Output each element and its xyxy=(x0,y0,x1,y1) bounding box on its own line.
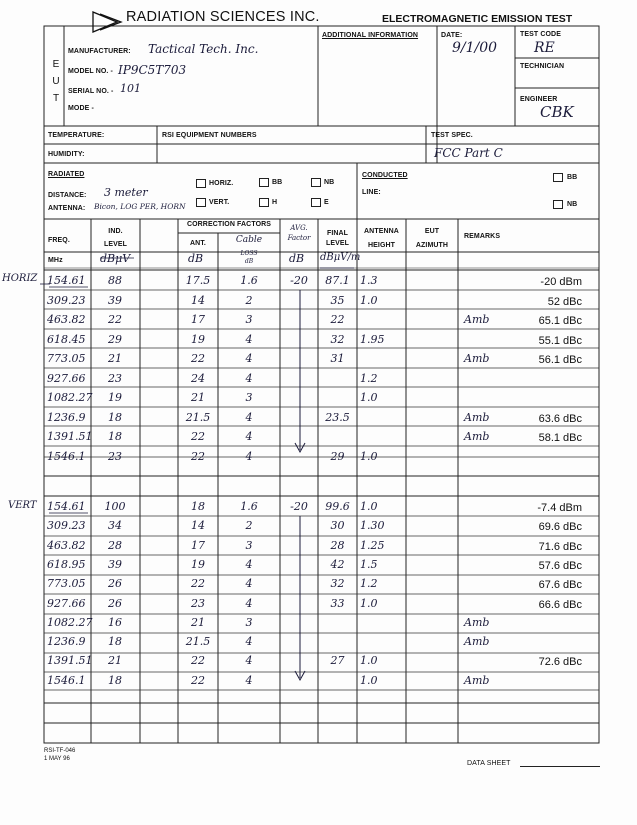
vert-cell-note: 67.6 dBc xyxy=(538,579,582,592)
vert-cell-lvl: 28 xyxy=(108,538,122,552)
col-eut-azimuth: EUT AZIMUTH xyxy=(415,228,449,249)
bb-option-label: BB xyxy=(272,179,283,186)
vert-cell-cab: 1.6 xyxy=(240,500,258,513)
col-final-level: FINAL LEVEL xyxy=(325,230,350,247)
vert-cell-freq: 773.05 xyxy=(47,577,86,591)
horiz-cell-lvl: 19 xyxy=(108,391,122,404)
horiz-section-label: HORIZ xyxy=(2,273,38,284)
horiz-cell-ant: 19 xyxy=(191,332,205,346)
horiz-cell-rmk: Amb xyxy=(464,352,490,365)
horiz-cell-lvl: 22 xyxy=(108,313,122,326)
vert-cell-rmk: Amb xyxy=(464,615,490,629)
col-correction-factors: CORRECTION FACTORS xyxy=(186,221,272,228)
distance-label: DISTANCE: xyxy=(48,192,87,199)
vert-cell-lvl: 26 xyxy=(108,596,122,610)
distance-value: 3 meter xyxy=(104,186,148,199)
horiz-cell-ant: 22 xyxy=(191,449,205,463)
horiz-cell-lvl: 39 xyxy=(108,293,122,307)
vert-cell-ant: 14 xyxy=(191,519,205,533)
horiz-cell-note: 65.1 dBc xyxy=(538,315,582,327)
vert-cell-cab: 4 xyxy=(245,673,253,687)
horiz-cell-cab: 3 xyxy=(245,313,253,326)
vert-cell-freq: 1391.51 xyxy=(47,654,93,668)
vert-cell-cab: 4 xyxy=(245,596,253,610)
unit-level: dBμV xyxy=(100,252,131,265)
vert-cell-freq: 309.23 xyxy=(47,519,86,533)
vert-cell-cab: 4 xyxy=(245,577,253,591)
vert-cell-ant: 23 xyxy=(191,596,205,610)
vert-cell-ht: 1.0 xyxy=(360,596,378,610)
vert-cell-avg: -20 xyxy=(290,500,308,513)
vert-cell-note: 57.6 dBc xyxy=(538,559,582,572)
vert-cell-lvl: 18 xyxy=(108,635,122,649)
horiz-option-label: HORIZ. xyxy=(209,180,234,187)
date-value: 9/1/00 xyxy=(452,40,498,56)
vert-cell-note: 66.6 dBc xyxy=(538,598,582,611)
horiz-cell-cab: 4 xyxy=(245,332,253,346)
conducted-nb-checkbox[interactable] xyxy=(553,200,563,209)
vert-cell-ant: 21 xyxy=(191,615,205,629)
vert-cell-fin: 27 xyxy=(330,654,345,668)
horiz-cell-cab: 4 xyxy=(245,449,253,463)
vert-cell-fin: 28 xyxy=(330,538,345,552)
horiz-cell-note: -20 dBm xyxy=(540,276,582,288)
vert-cell-ant: 21.5 xyxy=(185,635,211,649)
serial-label: SERIAL NO. - xyxy=(68,88,114,95)
horiz-cell-cab: 3 xyxy=(245,391,253,404)
col-antenna-height: ANTENNA HEIGHT xyxy=(364,228,399,249)
vert-cell-ht: 1.0 xyxy=(360,673,378,687)
horiz-cell-rmk: Amb xyxy=(464,430,490,443)
vert-cell-ant: 17 xyxy=(191,538,205,552)
vert-cell-lvl: 100 xyxy=(104,500,126,513)
vert-cell-freq: 618.95 xyxy=(47,557,86,571)
horiz-cell-ant: 21.5 xyxy=(185,410,211,424)
horiz-cell-lvl: 18 xyxy=(108,410,122,424)
horiz-cell-note: 63.6 dBc xyxy=(538,412,582,425)
horiz-cell-lvl: 23 xyxy=(108,449,122,463)
horiz-cell-lvl: 21 xyxy=(108,352,122,365)
unit-avg: dB xyxy=(289,252,305,265)
horiz-cell-ant: 24 xyxy=(191,371,205,385)
col-cable: Cable xyxy=(235,235,263,245)
horiz-cell-lvl: 23 xyxy=(108,371,122,385)
horiz-cell-freq: 618.45 xyxy=(47,332,86,346)
vert-cell-cab: 4 xyxy=(245,557,253,571)
vert-cell-lvl: 34 xyxy=(108,519,122,533)
eut-side-label: E U T xyxy=(52,59,60,104)
vert-cell-ht: 1.25 xyxy=(360,538,385,552)
vert-cell-ant: 22 xyxy=(191,673,205,687)
vert-cell-freq: 1236.9 xyxy=(47,635,86,649)
vert-cell-freq: 154.61 xyxy=(47,500,86,513)
vert-cell-ht: 1.30 xyxy=(360,519,385,533)
horiz-cell-ant: 17.5 xyxy=(185,274,211,287)
horiz-cell-cab: 4 xyxy=(245,430,253,443)
horiz-cell-freq: 1391.51 xyxy=(47,430,93,443)
horiz-cell-ht: 1.0 xyxy=(360,293,378,307)
horiz-cell-fin: 31 xyxy=(330,352,345,365)
vert-cell-note: 72.6 dBc xyxy=(538,656,582,669)
vert-cell-lvl: 21 xyxy=(108,654,122,668)
humidity-label: HUMIDITY: xyxy=(48,151,85,158)
horiz-cell-fin: 29 xyxy=(330,449,345,463)
test-code-value: RE xyxy=(534,40,555,56)
vert-cell-fin: 33 xyxy=(330,596,345,610)
vert-option-label: VERT. xyxy=(209,199,230,206)
horiz-cell-freq: 1082.27 xyxy=(47,391,93,404)
mode-label: MODE - xyxy=(68,105,94,112)
model-label: MODEL NO. - xyxy=(68,68,113,75)
engineer-value: CBK xyxy=(540,103,574,121)
vert-cell-lvl: 16 xyxy=(108,615,122,629)
horiz-cell-freq: 463.82 xyxy=(47,313,86,326)
horiz-cell-lvl: 18 xyxy=(108,430,122,443)
horiz-cell-ant: 22 xyxy=(191,352,205,365)
unit-freq: MHz xyxy=(48,257,63,264)
conducted-bb-label: BB xyxy=(567,174,578,181)
vert-cell-ant: 22 xyxy=(191,654,205,668)
vert-cell-freq: 463.82 xyxy=(47,538,86,552)
col-remarks: REMARKS xyxy=(464,233,501,240)
col-freq: FREQ. xyxy=(48,237,70,244)
vert-cell-lvl: 39 xyxy=(108,557,122,571)
conducted-label: CONDUCTED xyxy=(362,172,408,179)
vert-cell-fin: 30 xyxy=(330,519,345,533)
vert-cell-note: -7.4 dBm xyxy=(537,502,582,514)
h-option-label: H xyxy=(272,199,278,206)
vert-cell-ant: 22 xyxy=(191,577,205,591)
horiz-cell-cab: 4 xyxy=(245,352,253,365)
serial-value: 101 xyxy=(120,82,141,95)
e-checkbox[interactable] xyxy=(311,198,321,207)
horiz-cell-note: 58.1 dBc xyxy=(538,432,582,444)
vert-cell-rmk: Amb xyxy=(464,635,490,649)
technician-label: TECHNICIAN xyxy=(520,63,565,70)
horiz-cell-cab: 2 xyxy=(245,293,253,307)
horiz-cell-fin: 22 xyxy=(330,313,345,326)
horiz-cell-freq: 1546.1 xyxy=(47,449,86,463)
unit-final: dBμV/m xyxy=(320,252,361,263)
horiz-cell-freq: 773.05 xyxy=(47,352,86,365)
unit-ant: dB xyxy=(188,252,204,265)
vert-cell-freq: 1546.1 xyxy=(47,673,86,687)
vert-cell-cab: 4 xyxy=(245,635,253,649)
line-label: LINE: xyxy=(362,189,381,196)
vert-cell-ht: 1.5 xyxy=(360,557,378,571)
horiz-checkbox[interactable] xyxy=(196,179,206,188)
horiz-cell-note: 56.1 dBc xyxy=(538,354,582,366)
manufacturer-label: MANUFACTURER: xyxy=(68,48,131,55)
form-title: ELECTROMAGNETIC EMISSION TEST xyxy=(382,13,573,25)
conducted-bb-checkbox[interactable] xyxy=(553,173,563,182)
vert-cell-ht: 1.0 xyxy=(360,500,378,513)
antenna-value: Bicon, LOG PER, HORN xyxy=(94,202,186,211)
horiz-cell-rmk: Amb xyxy=(464,313,490,326)
vert-cell-fin: 32 xyxy=(330,577,345,591)
data-sheet-label: DATA SHEET xyxy=(467,760,511,767)
vert-cell-ant: 19 xyxy=(191,557,205,571)
horiz-cell-lvl: 29 xyxy=(108,332,122,346)
col-ant: ANT. xyxy=(190,240,206,247)
vert-cell-ht: 1.2 xyxy=(360,577,378,591)
e-option-label: E xyxy=(324,199,329,206)
horiz-cell-avg: -20 xyxy=(290,274,308,287)
equipment-numbers-label: RSI EQUIPMENT NUMBERS xyxy=(162,132,257,139)
conducted-nb-label: NB xyxy=(567,201,578,208)
vert-cell-cab: 2 xyxy=(245,519,253,533)
nb-option-label: NB xyxy=(324,179,335,186)
vert-cell-fin: 99.6 xyxy=(325,500,350,513)
vert-cell-lvl: 18 xyxy=(108,673,122,687)
horiz-cell-ht: 1.3 xyxy=(360,274,378,287)
radiated-label: RADIATED xyxy=(48,171,85,178)
manufacturer-value: Tactical Tech. Inc. xyxy=(148,42,259,56)
test-spec-label: TEST SPEC. xyxy=(431,132,473,139)
test-code-label: TEST CODE xyxy=(520,31,561,38)
horiz-cell-ant: 14 xyxy=(191,293,205,307)
model-value: IP9C5T703 xyxy=(118,63,187,77)
form-number: RSI-TF-046 1 MAY 96 xyxy=(44,748,76,762)
vert-cell-rmk: Amb xyxy=(464,673,490,687)
data-sheet-line xyxy=(520,766,600,767)
vert-cell-freq: 927.66 xyxy=(47,596,86,610)
horiz-cell-note: 55.1 dBc xyxy=(538,334,582,347)
col-ind-level: IND. LEVEL xyxy=(103,228,128,248)
vert-section-label: VERT xyxy=(8,500,37,511)
horiz-cell-rmk: Amb xyxy=(464,410,490,424)
horiz-cell-cab: 4 xyxy=(245,410,253,424)
horiz-cell-ht: 1.95 xyxy=(360,332,385,346)
vert-cell-cab: 3 xyxy=(245,538,253,552)
horiz-cell-freq: 927.66 xyxy=(47,371,86,385)
nb-checkbox[interactable] xyxy=(311,178,321,187)
temperature-label: TEMPERATURE: xyxy=(48,132,105,139)
company-name: RADIATION SCIENCES INC. xyxy=(126,9,320,25)
vert-checkbox[interactable] xyxy=(196,198,206,207)
additional-info-label: ADDITIONAL INFORMATION xyxy=(322,32,419,39)
h-checkbox[interactable] xyxy=(259,198,269,207)
horiz-cell-note: 52 dBc xyxy=(547,295,582,308)
vert-cell-cab: 4 xyxy=(245,654,253,668)
date-label: DATE: xyxy=(441,32,463,39)
vert-cell-lvl: 26 xyxy=(108,577,122,591)
vert-cell-ant: 18 xyxy=(191,500,205,513)
test-spec-value: FCC Part C xyxy=(434,146,503,160)
horiz-cell-ht: 1.0 xyxy=(360,449,378,463)
vert-cell-fin: 42 xyxy=(330,557,345,571)
horiz-cell-ht: 1.2 xyxy=(360,371,378,385)
horiz-cell-fin: 23.5 xyxy=(325,410,350,424)
engineer-label: ENGINEER xyxy=(520,96,558,103)
horiz-cell-lvl: 88 xyxy=(108,274,122,287)
horiz-cell-fin: 87.1 xyxy=(325,274,350,287)
vert-cell-cab: 3 xyxy=(245,615,253,629)
unit-cable: LOSS dB xyxy=(240,250,258,265)
horiz-cell-fin: 32 xyxy=(330,332,345,346)
horiz-cell-ant: 17 xyxy=(191,313,205,326)
horiz-cell-ht: 1.0 xyxy=(360,391,378,404)
antenna-label: ANTENNA: xyxy=(48,205,86,212)
horiz-cell-ant: 22 xyxy=(191,430,205,443)
horiz-cell-freq: 1236.9 xyxy=(47,410,86,424)
vert-cell-note: 69.6 dBc xyxy=(538,521,582,534)
vert-cell-freq: 1082.27 xyxy=(47,615,93,629)
vert-cell-ht: 1.0 xyxy=(360,654,378,668)
horiz-cell-cab: 4 xyxy=(245,371,253,385)
horiz-cell-ant: 21 xyxy=(191,391,205,404)
bb-checkbox[interactable] xyxy=(259,178,269,187)
col-avg-factor: AVG. Factor xyxy=(287,224,311,242)
vert-cell-note: 71.6 dBc xyxy=(538,540,582,553)
horiz-cell-cab: 1.6 xyxy=(240,274,258,287)
horiz-cell-freq: 154.61 xyxy=(47,274,86,287)
horiz-cell-freq: 309.23 xyxy=(47,293,86,307)
horiz-cell-fin: 35 xyxy=(330,293,345,307)
